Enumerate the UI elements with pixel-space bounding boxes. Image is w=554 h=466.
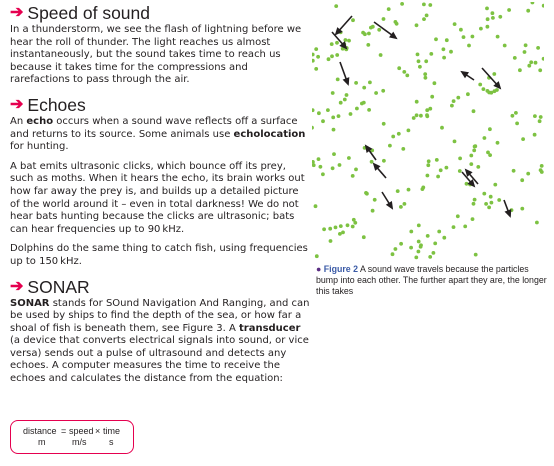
- particle-dot: [343, 98, 347, 102]
- particle-dot: [422, 3, 426, 7]
- particle-dot: [538, 119, 542, 123]
- particle-dot: [317, 157, 321, 161]
- particle-dot: [339, 101, 343, 105]
- text-run: An: [10, 115, 27, 127]
- keyword-transducer: transducer: [238, 322, 301, 334]
- particle-dot: [317, 111, 321, 115]
- particle-dot: [379, 53, 383, 57]
- particle-dot: [371, 25, 375, 29]
- particle-dot: [514, 111, 518, 115]
- particle-dot: [491, 11, 495, 15]
- particle-dot: [366, 43, 370, 47]
- particle-dot: [513, 56, 517, 60]
- text-run: occurs when a sound wave reflects off a surface and returns to its source. Some animals use: [10, 115, 298, 140]
- particle-dot: [334, 4, 338, 8]
- particle-dot: [482, 87, 486, 91]
- particle-dot: [388, 144, 392, 148]
- particle-dot: [425, 114, 429, 118]
- particle-dot: [469, 154, 473, 158]
- particle-dot: [491, 16, 495, 20]
- particle-dot: [409, 246, 413, 250]
- particle-dot: [423, 72, 427, 76]
- particle-dot: [456, 214, 460, 218]
- arrowhead-icon: [343, 77, 350, 86]
- arrowhead-icon: [386, 201, 393, 210]
- particle-dot: [473, 198, 477, 202]
- particle-dot: [539, 115, 543, 119]
- unit-distance: m: [38, 437, 46, 447]
- particle-dot: [526, 9, 530, 13]
- particle-dot: [322, 227, 326, 231]
- particle-dot: [489, 195, 493, 199]
- heading-text: Echoes: [27, 94, 86, 115]
- figure-label: Figure 2: [323, 264, 358, 274]
- particle-dot: [332, 152, 336, 156]
- particle-dot: [349, 112, 353, 116]
- particle-dot: [453, 22, 457, 26]
- particle-dot: [321, 172, 325, 176]
- particle-dot: [434, 37, 438, 41]
- keyword-echo: echo: [26, 115, 54, 127]
- particle-dot: [416, 53, 420, 57]
- particle-dot: [419, 114, 423, 118]
- particle-dot: [531, 2, 535, 4]
- particle-dot: [341, 231, 345, 235]
- particle-dot: [487, 206, 491, 210]
- particle-dot: [437, 230, 441, 234]
- particle-dot: [351, 225, 355, 229]
- particle-dot: [336, 78, 340, 82]
- particle-dot: [315, 254, 319, 258]
- particle-dot: [463, 225, 467, 229]
- particle-dot: [316, 55, 320, 59]
- particle-dot: [497, 198, 501, 202]
- particle-dot: [529, 60, 533, 64]
- particle-dot: [397, 132, 401, 136]
- particle-dot: [405, 74, 409, 78]
- particle-dot: [345, 93, 349, 97]
- particle-dot: [353, 221, 357, 225]
- particle-dot: [409, 230, 413, 234]
- particle-dot: [486, 89, 490, 93]
- particle-dot: [473, 145, 477, 149]
- particle-dot: [382, 17, 386, 21]
- particle-dot: [534, 61, 538, 65]
- particle-dot: [424, 59, 428, 63]
- equation-equals: =: [61, 426, 67, 436]
- particle-dot: [417, 250, 421, 254]
- particle-dot: [478, 83, 482, 87]
- arrowhead-icon: [460, 71, 469, 78]
- particle-dot: [415, 23, 419, 27]
- particle-dot: [426, 234, 430, 238]
- particle-dot: [436, 175, 440, 179]
- keyword-echolocation: echolocation: [233, 128, 306, 140]
- particle-dot: [472, 109, 476, 113]
- particle-dot: [382, 122, 386, 126]
- particle-dot: [391, 252, 395, 256]
- particle-dot: [445, 166, 449, 170]
- particle-dot: [338, 163, 342, 167]
- particle-dot: [387, 7, 391, 11]
- particle-dot: [483, 136, 487, 140]
- arrow-right-icon: ➔: [10, 95, 24, 113]
- particle-dot: [422, 17, 426, 21]
- echoes-paragraph-1: [10, 116, 310, 154]
- particle-dot: [364, 191, 368, 195]
- caption-text: A sound wave travels because the particles bump into each other. The further apart they are, the longer this takes: [316, 264, 547, 296]
- particle-dot: [430, 95, 434, 99]
- heading-sonar: [10, 276, 310, 298]
- main-text-column: [10, 2, 310, 386]
- echoes-paragraph-3: Dolphins do the same thing to catch fish, using frequencies up to 150 kHz.: [10, 243, 308, 267]
- particle-dot: [426, 174, 430, 178]
- text-run: (a device that converts electrical signals into sound, or vice versa) sends out a pulse of ultrasound and detects any echoes. A computer measures the time to receive the echoes and calculates the distance from the equation:: [10, 335, 309, 385]
- keyword-sonar: SONAR: [10, 297, 50, 309]
- particle-dot: [419, 245, 423, 249]
- particle-dot: [334, 226, 338, 230]
- particle-dot: [362, 86, 366, 90]
- particle-dot: [538, 68, 542, 72]
- particle-dot: [452, 99, 456, 103]
- particle-dot: [368, 81, 372, 85]
- particle-dot: [417, 240, 421, 244]
- particle-dot: [456, 96, 460, 100]
- unit-speed: m/s: [72, 437, 87, 447]
- particle-dot: [399, 205, 403, 209]
- particle-dot: [312, 160, 315, 164]
- particle-dot: [312, 126, 314, 130]
- particle-dot: [326, 108, 330, 112]
- equation-distance: distance: [23, 426, 57, 436]
- particle-dot: [351, 174, 355, 178]
- particle-dot: [382, 159, 386, 163]
- particle-dot: [474, 253, 478, 257]
- particle-dot: [407, 188, 411, 192]
- particle-dot: [496, 141, 500, 145]
- particle-dot: [332, 128, 336, 132]
- heading-text: Speed of sound: [27, 3, 151, 23]
- particle-dot: [399, 242, 403, 246]
- equation-speed: speed: [69, 426, 94, 436]
- particle-dot: [395, 22, 399, 26]
- particle-dot: [512, 169, 516, 173]
- particle-dot: [472, 149, 476, 153]
- particle-dot: [403, 202, 407, 206]
- particle-dot: [482, 192, 486, 196]
- particle-dot: [381, 89, 385, 93]
- particle-dot: [396, 189, 400, 193]
- particle-dot: [312, 163, 316, 167]
- particle-dot: [362, 101, 366, 105]
- particle-dot: [476, 165, 480, 169]
- particle-dot: [421, 186, 425, 190]
- text-run: for hunting.: [10, 141, 69, 153]
- particle-dot: [435, 158, 439, 162]
- arrowhead-icon: [505, 209, 512, 218]
- particle-dot: [312, 53, 315, 57]
- particle-dot: [424, 76, 428, 80]
- particle-dot: [459, 28, 463, 32]
- arrow-right-icon: ➔: [10, 277, 24, 295]
- particle-dot: [488, 127, 492, 131]
- equation-time: time: [103, 426, 121, 436]
- arrowhead-icon: [389, 32, 398, 40]
- particle-dot: [347, 156, 351, 160]
- particle-dot: [335, 41, 339, 45]
- particle-dot: [539, 168, 543, 172]
- particle-dot: [415, 100, 419, 104]
- particle-dot: [428, 255, 432, 259]
- particle-dot: [485, 7, 489, 11]
- particle-dot: [412, 116, 416, 120]
- particle-dot: [433, 242, 437, 246]
- particle-dot: [493, 89, 497, 93]
- particle-dot: [355, 107, 359, 111]
- particle-dot: [453, 140, 457, 144]
- particle-dot: [331, 116, 335, 120]
- particle-dot: [445, 38, 449, 42]
- unit-time: s: [109, 437, 114, 447]
- particle-dot: [363, 32, 367, 36]
- equation-times: ×: [95, 426, 101, 436]
- particle-dot: [542, 4, 544, 8]
- particle-dot: [450, 104, 454, 108]
- particle-dot: [414, 256, 418, 260]
- particle-dot: [536, 46, 540, 50]
- particle-dot: [439, 168, 443, 172]
- particle-dot: [493, 183, 497, 187]
- particle-dot: [418, 65, 422, 69]
- particle-dot: [527, 64, 531, 68]
- particle-dot: [330, 42, 334, 46]
- particle-dot: [490, 201, 494, 205]
- particle-dot: [397, 66, 401, 70]
- particle-dot: [467, 44, 471, 48]
- particle-dot: [488, 153, 492, 157]
- particle-dot: [429, 52, 433, 56]
- particle-dot: [542, 57, 544, 61]
- particle-dot: [428, 3, 432, 7]
- particle-dot: [314, 47, 318, 51]
- particle-dot: [442, 56, 446, 60]
- particle-dot: [452, 225, 456, 229]
- particle-dot: [524, 43, 528, 47]
- particle-dot: [331, 91, 335, 95]
- particle-dot: [362, 235, 366, 239]
- particle-dot: [327, 57, 331, 61]
- particle-dot: [377, 28, 381, 32]
- speed-of-sound-paragraph: In a thunderstorm, we see the flash of lightning before we hear the roll of thunder. The light reaches us almost instantaneously, but the sound takes time to reach us because it takes time for the compressions and rarefactions to pass through the air.: [10, 24, 302, 86]
- particle-dot: [471, 35, 475, 39]
- particle-dot: [394, 247, 398, 251]
- particle-dot: [462, 35, 466, 39]
- sonar-paragraph: [10, 298, 310, 386]
- particle-dot: [346, 223, 350, 227]
- figure-caption: [316, 264, 548, 297]
- particle-dot: [371, 209, 375, 213]
- particle-dot: [442, 47, 446, 51]
- heading-echoes: [10, 94, 310, 116]
- particle-dot: [339, 224, 343, 228]
- particle-dot: [433, 81, 437, 85]
- particle-dot: [374, 91, 378, 95]
- particle-dot: [314, 204, 318, 208]
- particle-dot: [417, 224, 421, 228]
- particle-dot: [466, 92, 470, 96]
- particle-dot: [520, 178, 524, 182]
- particle-dot: [402, 70, 406, 74]
- particle-dot: [312, 108, 315, 112]
- particle-dot: [518, 68, 522, 72]
- particle-dot: [329, 239, 333, 243]
- caption-bullet-icon: ●: [316, 264, 322, 274]
- particle-dot: [471, 217, 475, 221]
- particle-dot: [330, 54, 334, 58]
- arrow-right-icon: ➔: [10, 4, 24, 21]
- particle-dot: [507, 8, 511, 12]
- particle-dot: [347, 39, 351, 43]
- particle-dot: [321, 119, 325, 123]
- distance-equation-box: [10, 420, 134, 454]
- particle-dot: [312, 59, 315, 63]
- particle-dot: [535, 221, 539, 225]
- particle-dot: [449, 50, 453, 54]
- particle-dot: [503, 44, 507, 48]
- particle-dot: [469, 162, 473, 166]
- particle-dot: [407, 129, 411, 133]
- heading-speed-of-sound: [10, 2, 310, 24]
- particle-dot: [351, 18, 355, 22]
- particle-dot: [354, 81, 358, 85]
- sound-wave-particle-diagram: [312, 2, 544, 260]
- particle-dot: [335, 53, 339, 57]
- particle-dot: [484, 202, 488, 206]
- particle-dot: [417, 59, 421, 63]
- particle-dot: [440, 126, 444, 130]
- particle-dot: [400, 2, 404, 6]
- particle-dot: [526, 172, 530, 176]
- particle-dot: [520, 207, 524, 211]
- particle-dot: [498, 15, 502, 19]
- particle-dot: [331, 166, 335, 170]
- particle-dot: [472, 202, 476, 206]
- particle-dot: [337, 114, 341, 118]
- particle-dot: [344, 38, 348, 42]
- particle-dot: [428, 107, 432, 111]
- particle-dot: [521, 137, 525, 141]
- text-run: stands for SOund Navigation And Ranging, and can be used by ships to find the depth of the sea, or how far a shoal of fish is beneath them, see Figure 3. A: [10, 297, 310, 334]
- particle-dot: [458, 169, 462, 173]
- particle-dot: [533, 133, 537, 137]
- particle-dot: [319, 165, 323, 169]
- particle-dot: [328, 227, 332, 231]
- particle-dot: [367, 32, 371, 36]
- particles-group: [312, 2, 544, 259]
- particle-dot: [354, 168, 358, 172]
- particle-dot: [492, 72, 496, 76]
- particle-dot: [486, 25, 490, 29]
- particle-dot: [391, 135, 395, 139]
- particle-dot: [479, 27, 483, 31]
- particle-dot: [425, 14, 429, 18]
- particle-dot: [415, 113, 419, 117]
- heading-text: SONAR: [27, 276, 90, 297]
- particle-dot: [540, 164, 544, 168]
- particle-dot: [511, 114, 515, 118]
- particle-dot: [523, 50, 527, 54]
- particle-dot: [427, 159, 431, 163]
- particle-dot: [486, 17, 490, 21]
- echoes-paragraph-2: A bat emits ultrasonic clicks, which bounce off its prey, such as moths. When it hears the echo, its brain works out how far away the prey is, and builds up a detailed picture of the world around it – even in total darkness! We do not hear bats hunting because the clicks are ultrasonic; bats can hear frequencies up to 90 kHz.: [10, 160, 305, 235]
- particle-dot: [533, 114, 537, 118]
- particle-dot: [458, 157, 462, 161]
- particle-dot: [442, 236, 446, 240]
- particle-dot: [432, 251, 436, 255]
- particle-dot: [367, 108, 371, 112]
- particle-dot: [426, 163, 430, 167]
- particle-dot: [373, 198, 377, 202]
- particle-dot: [515, 122, 519, 126]
- particle-dot: [401, 147, 405, 151]
- particle-dot: [314, 67, 318, 71]
- particle-dot: [496, 35, 500, 39]
